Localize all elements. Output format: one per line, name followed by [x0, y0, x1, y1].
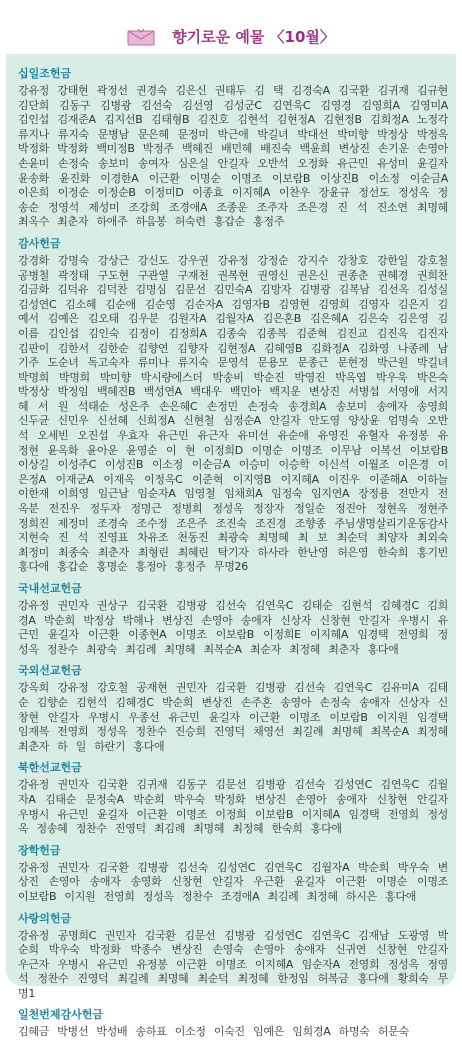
- section-title: 국내선교헌금: [18, 582, 82, 595]
- header: [6, 6, 456, 54]
- section-title: 국외선교헌금: [18, 664, 82, 678]
- section-thanks: [18, 234, 448, 575]
- name-list: 강옥희 강유정 강호철 공재현 권민자 김국환 김병광 김선숙 김연욱C 김유미A 김태순 김향순 김현석 김혜경C 박순희 변상진 손주혼 송영아 손정숙 송애자 신상자 신창현 안길자 우병시 우종선 유근민 윤길자 이근환 이명조 이보람B 이지원 임경택 임재복 전영희 정성옥 정찬수 진승희 진영덕 채영선 최길례 최명혜 최복순A 최정혜 최춘자 하 일 하란기 홍다애: [18, 681, 448, 753]
- section-thousand-offering: [18, 1005, 448, 1040]
- name-list: 강경화 강명숙 강상근 강신도 강우권 강유정 강정순 강지수 강창호 강한일 강호철 공병철 곽정태 구도현 구관열 구재천 권복현 권영신 권은신 권종춘 권혜경 권희찬 김금화 김덕유 김덕찬 김명심 김문선 김민숙A 김방자 김병광 김복남 김선옥 김성실 김성연C 김소혜 김순애 김순영 김순자A 김영자B 김영현 김영희 김영자 김은지 김예서 김예은 김오태 김우분 김원자A 김월자A 김은혼B 김은혜A 김은숙 김은영 김이름 김인섭 김인숙 김정이 김정희A 김종숙 김종복 김준혁 김진교 김진옥 김진자 김판이 김한서 김한순 김향연 김향자 김현정A 김혜영B 김화정A 김화영 나종례 남기주 도순녀 독고숙자 류미나 류지숙 문영석 문용모 문종근 문현정 박근원 박길녀 박명희 박명희 박미향 박시량에스더 박송비 박순진 박영진 박옥엽 박우욱 박은숙 박정상 박정임 백혜진B 백성연A 백대우 백민아 백지운 변상진 서병섭 서영애 서지혜 서 원 석태순 성은주 손은혜C 손정민 손정숙 송경희A 송보미 송애자 송영희 신두균 신민우 신선혜 신희정A 신현철 심정순A 안길자 안도영 양상윤 엄명숙 오반석 오세빈 오진섭 우효자 유근민 유근자 유미선 유순애 유영진 유혈자 유정봉 유정현 윤옥화 윤아운 윤영순 이 현 이정희D 이명순 이명조 이무남 이복선 이보람B 이상길 이성주C 이성진B 이소정 이순금A 이승미 이승학 이신석 이월조 이은경 이은정A 이재군A 이재옥 이정옥C 이준혁 이지영B 이지혜A 이진우 이준해A 이하늘 이한재 이희영 임근남 임순자A 임영철 임채희A 임정숙 임지연A 장정용 전만지 전옥분 전진우 정두자 정명근 정병희 정성옥 정장자 정일순 정진아 정현옥 정현주 정희진 제정미 조경숙 조수정 조은주 조진숙 조진경 조향종 주님생명살리기운동감사 지현숙 진 석 진영표 차유조 천동진 최광숙 최명혜 최 보 최순덕 최양자 최외숙 최정미 최종숙 최춘자 최형린 최혜린 탁기자 하사라 한난영 허은영 한숙희 홍기빈 홍다애 홍갑순 홍명순 홍정아 홍정주 무명26: [18, 253, 448, 574]
- section-title: 감사헌금: [18, 236, 61, 250]
- section-north-korea-mission: [18, 758, 448, 836]
- section-love: [18, 909, 448, 1002]
- section-title: 사랑의헌금: [18, 911, 72, 925]
- name-list: 강유정 권민자 김국환 김병광 김선숙 김성연C 김연욱C 김월자A 박순희 박우숙 변상진 손영아 송애자 송영화 신창현 안길자 우근환 윤길자 이근환 이명순 이명조 이보람B 이지원 전영희 정성옥 정찬수 조경애A 최김례 최정혜 하시은 홍다애: [18, 860, 448, 903]
- section-scholarship: [18, 841, 448, 905]
- section-domestic-mission: [18, 579, 448, 657]
- section-tithe: [18, 64, 448, 230]
- name-list: 강유정 권민자 권상구 김국환 김병광 김선숙 김연욱C 김태순 김현석 김혜경C 김희경A 박순희 박정상 박해나 변상진 손영아 송애자 신상자 신창현 안길자 우병시 유근민 윤길자 이근환 이종현A 이명조 이보람B 이정희E 이지혜A 임경택 전영희 정성옥 정찬수 최광숙 최김례 최명혜 최복순A 최순자 최정혜 최춘자 홍다애: [18, 599, 448, 656]
- name-list: 강유정 권민자 김국환 김귀재 김동구 김문선 김병광 김선숙 김성연C 김연욱C 김월자A 김태순 문정숙A 박순희 박우숙 박정화 변상진 손영아 송애자 신창현 안길자 우병시 유근민 윤길자 이근환 이명조 이정희 이보람B 이지혜A 임경택 전영희 정성옥 정송혜 정찬수 진영덕 최김례 최명혜 최정혜 한숙희 홍다애: [18, 778, 448, 836]
- name-list: 강유정 강태현 곽정선 권경숙 김은신 권태두 김 택 김경숙A 김국환 김귀재 김규현 김단희 김동구 김병광 김선숙 김선영 김성군C 김연욱C 김영경 김영희A 김영미A 김인섭 김재준A 김지선B 김태형B 김진호 김현석 김현정A 김현정B 김희정A 노정각 류지나 류지숙 문병남 문은혜 문정미 박근애 박길녀 박대선 박미향 박정상 박정옥 박정화 박정화 백미정B 박정주 백혜진 배민혜 배진숙 백윤희 변상진 손기운 손영아 손윤미 손정숙 송보미 송여자 심은실 안길자 오반석 오정화 유근민 유성미 윤길자 윤송화 윤진화 이경한A 이근환 이명순 이명조 이보람B 이상진B 이소정 이순금A 이은희 이정순 이정순B 이정미D 이종효 이지혜A 이찬우 장윤규 정선도 정성옥 정송순 정영석 제성미 조강희 조경애A 조종운 조주자 조은경 진 석 진소연 최명혜 최옥수 최춘자 하애주 하음봉 허숙련 홍갑순 홍정주: [18, 84, 448, 229]
- section-title: 십일조헌금: [18, 67, 72, 80]
- envelope-icon: [127, 28, 155, 46]
- section-overseas-mission: [18, 661, 448, 754]
- section-title: 북한선교헌금: [18, 761, 82, 775]
- name-list: 강유정 공명희C 권민자 김국환 김문선 김병광 김성연C 김연욱C 김재남 도광영 박순희 박우숙 박정화 박종수 변상진 손영숙 손영아 송애자 신귀연 신창현 안길자 우근자 우병시 유근민 유정봉 이근환 이명조 이지혜A 임순자A 전영희 정성옥 정영석 정찬수 진영덕 최길례 최명혜 최순덕 최정혜 한정임 허복금 홍다애 황희숙 무명1: [18, 928, 448, 1000]
- section-title: 장학헌금: [18, 843, 61, 857]
- offering-list: [18, 64, 448, 1044]
- section-title: 일천번제감사헌금: [18, 1008, 104, 1022]
- name-list: 김혜금 박병선 박성배 송하표 이소정 이숙진 임예은 임희경A 하명숙 허문숙: [18, 1025, 409, 1039]
- page-title: 향기로운 예물 〈10월〉: [172, 28, 335, 46]
- header-inner: [6, 26, 456, 47]
- offering-card: [6, 6, 456, 1039]
